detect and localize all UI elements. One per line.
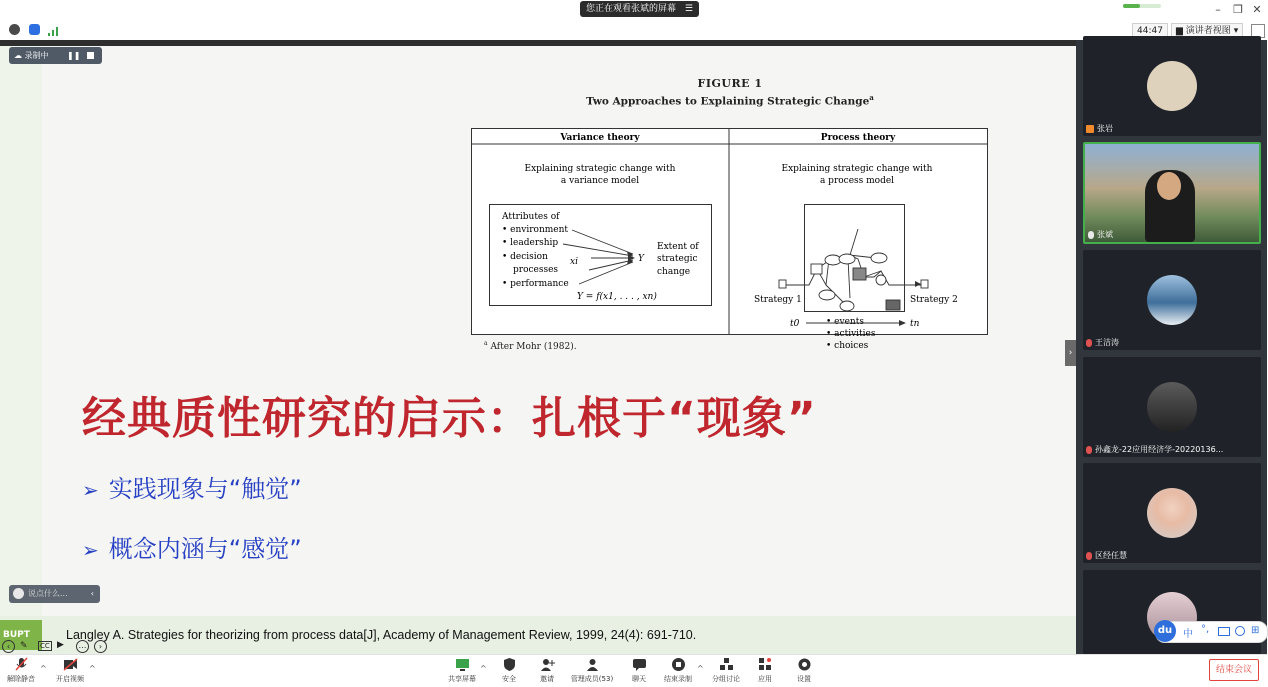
participant-tile[interactable]	[1083, 250, 1261, 350]
strategy-2: Strategy 2	[910, 295, 958, 305]
manage-members-label: 管理成员(53)	[570, 675, 614, 683]
video-icon[interactable]: ▶	[57, 640, 64, 650]
chevron-up-icon[interactable]: ^	[89, 664, 96, 673]
close-icon[interactable]: ✕	[1252, 3, 1262, 16]
outcome-line-3: change	[657, 267, 691, 277]
members-icon	[585, 657, 600, 672]
share-screen-button[interactable]	[444, 657, 480, 684]
note-text: After Mohr (1982).	[490, 342, 577, 352]
bullet-text-2: 概念内涵与“感觉”	[108, 535, 302, 563]
recording-label: 录制中	[24, 51, 49, 60]
figure-superscript: a	[869, 93, 874, 102]
next-icon[interactable]: ›	[94, 640, 107, 653]
chevron-left-icon[interactable]: ‹	[90, 589, 94, 598]
breakout-label: 分组讨论	[712, 675, 740, 683]
chevron-up-icon[interactable]: ^	[480, 664, 487, 673]
chevron-up-icon[interactable]: ^	[697, 664, 704, 673]
participant-name: 王洁涛	[1086, 337, 1119, 348]
chevron-down-icon: ▾	[1233, 26, 1239, 36]
subtitle-icon[interactable]: CC	[40, 642, 50, 650]
invite-label: 邀请	[540, 675, 554, 683]
attr-decision: • decision	[502, 252, 548, 262]
share-screen-label: 共享屏幕	[448, 675, 476, 683]
variance-header: Variance theory	[560, 133, 640, 143]
collapse-panel-button[interactable]: ›	[1065, 340, 1076, 366]
chat-icon	[632, 657, 647, 672]
participant-name: 张岩	[1086, 123, 1113, 134]
chevron-up-icon[interactable]: ^	[40, 664, 47, 673]
attributes-title: Attributes of	[502, 212, 560, 222]
mic-muted-icon	[1086, 339, 1092, 347]
start-video-button[interactable]	[53, 657, 87, 684]
stop-icon[interactable]	[87, 52, 94, 59]
network-progress	[1123, 4, 1161, 8]
mic-muted-icon	[14, 657, 29, 672]
bullet-feeling	[82, 529, 302, 564]
grid-icon[interactable]: ⊞	[1251, 625, 1260, 636]
process-caption-1: Explaining strategic change with	[781, 164, 933, 174]
attr-performance: • performance	[502, 279, 569, 289]
settings-button[interactable]	[790, 657, 818, 684]
variance-caption-2: a variance model	[560, 176, 640, 186]
security-label: 安全	[502, 675, 516, 683]
slide-heading: 经典质性研究的启示：扎根于“现象”	[82, 393, 817, 444]
breakout-icon	[719, 657, 734, 672]
pause-icon[interactable]: ❚❚	[67, 51, 81, 60]
variance-caption-1: Explaining strategic change with	[524, 164, 676, 174]
figure-title: FIGURE 1	[697, 77, 763, 90]
participant-tile[interactable]	[1083, 357, 1261, 457]
attr-processes: processes	[513, 265, 559, 275]
mic-icon	[1088, 231, 1094, 239]
user-icon	[1086, 125, 1094, 133]
unmute-button[interactable]	[4, 657, 38, 684]
stop-record-icon	[671, 657, 686, 672]
signal-icon[interactable]	[48, 26, 58, 35]
bullet-touch	[82, 469, 302, 504]
variance-formula: Y = f(x1, . . . , xn)	[577, 292, 657, 302]
chat-placeholder: 说点什么...	[28, 589, 68, 598]
unmute-label: 解除静音	[7, 675, 35, 683]
prev-icon[interactable]: ‹	[2, 640, 15, 653]
apps-label: 应用	[758, 675, 772, 683]
breakout-button[interactable]	[708, 657, 744, 684]
avatar	[1147, 488, 1197, 538]
speaker-face	[1157, 172, 1181, 200]
participant-name: 孙鑫龙-22应用经济学-20220136...	[1086, 444, 1223, 455]
process-events: • events	[826, 317, 864, 327]
presenter-view-label: 演讲者视图	[1185, 26, 1231, 36]
avatar	[1147, 61, 1197, 111]
invite-icon	[540, 657, 555, 672]
slide-nav-controls	[0, 640, 110, 654]
y-label: Y	[638, 254, 644, 264]
shield-icon	[502, 657, 517, 672]
logo-text: BUPT	[3, 630, 30, 640]
ime-toolbar[interactable]	[1155, 621, 1268, 643]
start-video-label: 开启视频	[56, 675, 84, 683]
note-superscript: a	[484, 340, 488, 347]
gear-icon	[797, 657, 812, 672]
participant-tile[interactable]	[1083, 463, 1261, 563]
monitor-icon[interactable]	[1218, 627, 1230, 636]
slide-top-strip	[0, 40, 1076, 46]
more-icon[interactable]: …	[76, 640, 89, 653]
security-button[interactable]	[494, 657, 524, 684]
restore-icon[interactable]: ❐	[1233, 3, 1243, 16]
figure-subtitle-text: Two Approaches to Explaining Strategic Change	[586, 95, 870, 108]
chat-button[interactable]	[624, 657, 654, 684]
attr-leadership: • leadership	[502, 238, 559, 248]
share-screen-icon	[455, 657, 470, 672]
stop-recording-label: 结束录制	[664, 675, 692, 683]
manage-members-button[interactable]	[568, 657, 616, 684]
xi-label: xi	[570, 257, 578, 267]
ime-logo: du	[1154, 620, 1176, 642]
info-icon[interactable]	[9, 24, 20, 35]
layout-icon: ▆	[1176, 26, 1186, 36]
outcome-line-2: strategic	[657, 254, 698, 264]
pen-icon[interactable]: ✎	[20, 641, 28, 651]
outcome-line-1: Extent of	[657, 242, 699, 252]
emoji-icon[interactable]	[13, 588, 24, 599]
participant-name: 区经任慧	[1086, 550, 1127, 561]
ime-lang[interactable]: 中	[1183, 629, 1193, 640]
figure-subtitle	[520, 93, 940, 108]
slide-left-strip	[0, 46, 42, 626]
attr-environment: • environment	[502, 225, 569, 235]
mic-muted-icon	[1086, 552, 1092, 560]
chat-input[interactable]	[9, 585, 100, 603]
process-caption-2: a process model	[819, 176, 895, 186]
share-notice-label: 您正在观看张斌的屏幕	[586, 4, 677, 14]
settings-label: 设置	[797, 675, 811, 683]
arrow-right-icon: ➢	[82, 478, 99, 502]
recording-indicator	[9, 47, 102, 64]
process-choices: • choices	[826, 341, 869, 351]
screen-share-notice[interactable]	[580, 1, 699, 17]
apps-button[interactable]	[752, 657, 778, 684]
minimize-icon[interactable]: –	[1215, 3, 1221, 16]
end-meeting-button[interactable]: 结束会议	[1209, 659, 1259, 681]
arrow-right-icon: ➢	[82, 538, 99, 562]
shared-screen	[0, 40, 1076, 654]
process-activities: • activities	[826, 329, 876, 339]
participant-name: 张斌	[1088, 229, 1113, 240]
chat-label: 聊天	[632, 675, 646, 683]
tn-label: tn	[910, 319, 920, 329]
shield-icon[interactable]	[29, 24, 40, 35]
time-axis	[780, 310, 930, 330]
apps-icon	[758, 657, 773, 672]
bullet-text-1: 实践现象与“触觉”	[108, 475, 302, 503]
stop-recording-button[interactable]	[660, 657, 696, 684]
avatar	[1147, 275, 1197, 325]
list-icon: ☰	[684, 4, 693, 14]
participant-tile[interactable]	[1083, 36, 1261, 136]
participant-tile-active[interactable]	[1083, 142, 1261, 244]
meeting-info-bar	[0, 22, 1267, 40]
mic-muted-icon	[1086, 446, 1092, 454]
strategy-1: Strategy 1	[754, 295, 802, 305]
meeting-timer: 44:47	[1132, 23, 1168, 39]
ime-punct[interactable]: °,	[1201, 624, 1210, 635]
cloud-icon: ☁	[14, 51, 22, 60]
process-header: Process theory	[820, 133, 896, 143]
figure-note	[484, 340, 577, 352]
t0-label: t0	[790, 319, 800, 329]
invite-button[interactable]	[532, 657, 562, 684]
reference-text: Langley A. Strategies for theorizing from process data[J], Academy of Management Review, 1999, 24(4): 691-710.	[66, 628, 697, 642]
avatar	[1147, 382, 1197, 432]
user-icon[interactable]	[1235, 626, 1245, 636]
video-off-icon	[63, 657, 78, 672]
